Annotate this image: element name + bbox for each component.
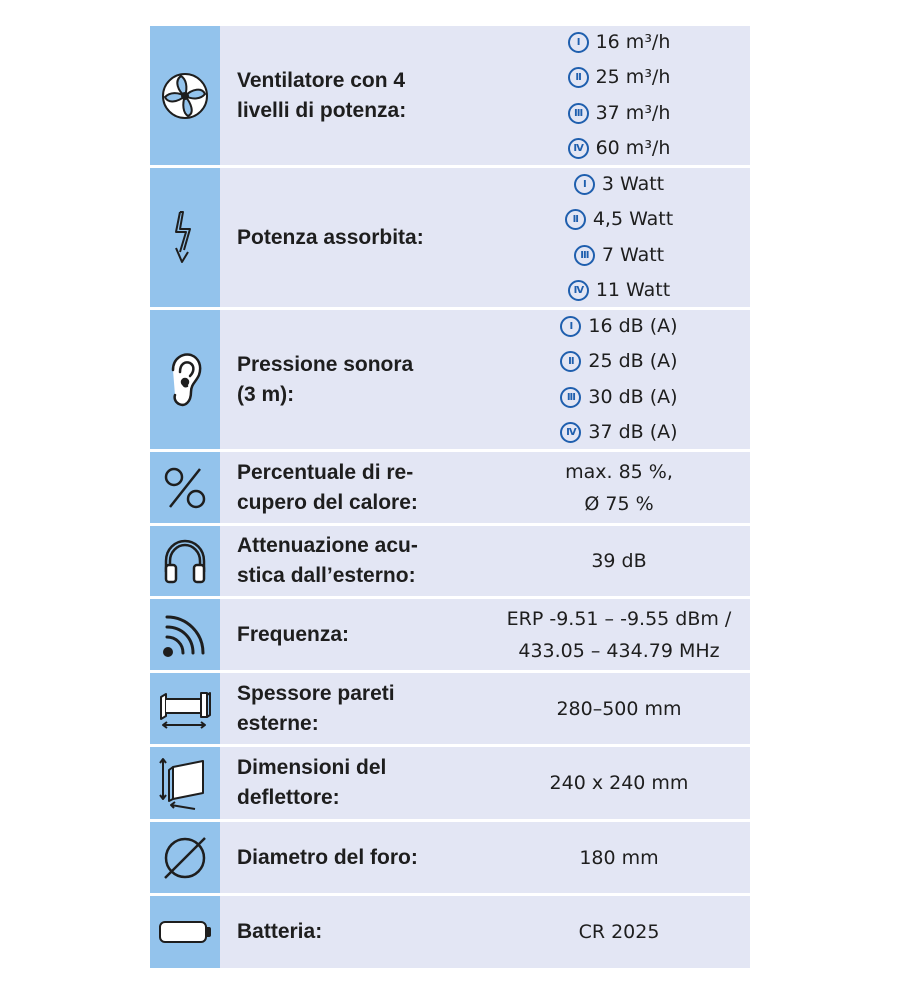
spec-label: Frequenza: [237,622,350,646]
spec-value [488,310,750,449]
icon-cell [150,673,220,744]
level-value: II 25 dB (A) [560,344,677,380]
level-badge-icon: I [574,174,595,195]
level-value: IV 60 m³/h [568,131,671,167]
spec-value: CR 2025 [578,921,660,943]
spec-row-battery [150,896,750,968]
spec-label: Percentuale di re- cupero del calore: [237,460,418,514]
icon-cell [150,896,220,968]
icon-cell [150,822,220,893]
spec-value: max. 85 %, Ø 75 % [565,460,673,515]
level-badge-icon: II [565,209,586,230]
spec-row-fan-levels [150,26,750,165]
spec-label: Diametro del foro: [237,845,418,869]
level-badge-icon: II [568,67,589,88]
spec-value: 280–500 mm [556,697,682,720]
level-badge-icon: IV [568,280,589,301]
spec-value [488,168,750,307]
icon-cell [150,26,220,165]
lightning-icon [170,210,200,266]
level-value: IV 37 dB (A) [560,415,677,451]
level-value: I 3 Watt [574,167,664,203]
spec-row-noise-attenuation [150,526,750,596]
level-badge-icon: III [560,387,581,408]
spec-value: 240 x 240 mm [549,772,689,794]
deflector-dimensions-icon [157,755,213,811]
spec-label: Ventilatore con 4 livelli di potenza: [237,68,407,122]
icon-cell [150,599,220,670]
spec-row-hole-diameter [150,822,750,893]
wireless-signal-icon [159,609,211,661]
fan-icon [160,71,210,121]
icon-cell [150,168,220,307]
spec-label: Attenuazione acu- stica dall’esterno: [237,534,418,587]
level-value: IV 11 Watt [568,273,670,309]
spec-label: Batteria: [237,920,323,943]
spec-value [488,26,750,165]
spec-label: Potenza assorbita: [237,225,424,249]
spec-label: Pressione sonora (3 m): [237,352,414,406]
level-badge-icon: IV [568,138,589,159]
spec-row-heat-recovery [150,452,750,523]
level-value: I 16 m³/h [568,25,671,61]
level-badge-icon: III [574,245,595,266]
spec-label: Dimensioni del deflettore: [237,756,387,809]
ear-icon [165,350,205,410]
level-badge-icon: I [560,316,581,337]
icon-cell [150,452,220,523]
level-value: I 16 dB (A) [560,309,677,345]
level-value: III 30 dB (A) [560,380,677,416]
level-badge-icon: III [568,103,589,124]
battery-icon [157,917,213,947]
headphones-icon [160,536,210,586]
level-value: II 25 m³/h [568,60,671,96]
spec-row-deflector-dimensions [150,747,750,819]
level-badge-icon: II [560,351,581,372]
spec-row-wall-thickness [150,673,750,744]
icon-cell [150,526,220,596]
spec-value: 180 mm [579,846,659,869]
wall-pipe-icon [157,687,213,731]
level-badge-icon: IV [560,422,581,443]
icon-cell [150,747,220,819]
spec-row-power [150,168,750,307]
spec-row-sound-pressure [150,310,750,449]
spec-table [150,26,750,968]
spec-value: 39 dB [591,550,647,572]
level-value: III 7 Watt [574,238,664,274]
level-badge-icon: I [568,32,589,53]
percent-icon [162,465,208,511]
icon-cell [150,310,220,449]
spec-value: ERP -9.51 – -9.55 dBm / 433.05 – 434.79 MHz [506,607,732,662]
spec-label: Spessore pareti esterne: [237,681,395,735]
spec-row-frequency [150,599,750,670]
diameter-icon [161,834,209,882]
level-value: III 37 m³/h [568,96,671,132]
level-value: II 4,5 Watt [565,202,673,238]
